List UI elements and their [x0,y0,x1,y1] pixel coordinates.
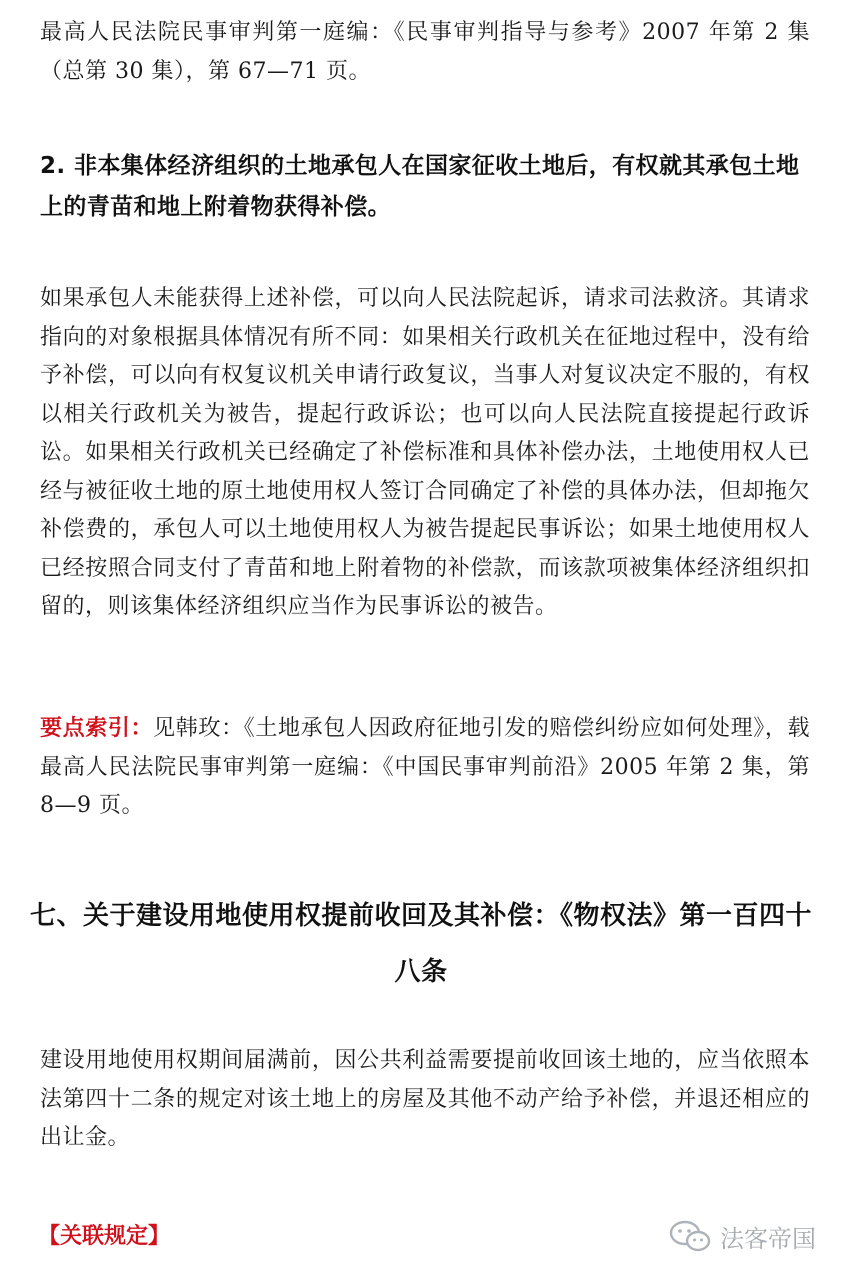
key-index-paragraph [40,710,810,826]
section-7-body: 建设用地使用权期间届满前，因公共利益需要提前收回该土地的，应当依照本法第四十二条的规定对该土地上的房屋及其他不动产给予补偿，并退还相应的出让金。 [40,1048,810,1150]
item-2-heading: 2. 非本集体经济组织的土地承包人在国家征收土地后，有权就其承包土地上的青苗和地上附着物获得补偿。 [40,153,800,220]
watermark [668,1216,816,1256]
intro-citation: 最高人民法院民事审判第一庭编：《民事审判指导与参考》2007 年第 2 集（总第 30 集），第 67—71 页。 [40,20,810,84]
key-index-text: 见韩玫：《土地承包人因政府征地引发的赔偿纠纷应如何处理》，载最高人民法院民事审判第一庭编：《中国民事审判前沿》2005 年第 2 集，第 8—9 页。 [40,716,810,818]
wechat-logo-icon [668,1219,712,1253]
item-2-body: 如果承包人未能获得上述补偿，可以向人民法院起诉，请求司法救济。其请求指向的对象根据具体情况有所不同：如果相关行政机关在征地过程中，没有给予补偿，可以向有权复议机关申请行政复议，当事人对复议决定不服的，有权以相关行政机关为被告，提起行政诉讼；也可以向人民法院直接提起行政诉讼。如果相关行政机关已经确定了补偿标准和具体补偿办法，土地使用权人已经与被征收土地的原土地使用权人签订合同确定了补偿的具体办法，但却拖欠补偿费的，承包人可以土地使用权人为被告提起民事诉讼；如果土地使用权人已经按照合同支付了青苗和地上附着物的补偿款，而该款项被集体经济组织扣留的，则该集体经济组织应当作为民事诉讼的被告。 [40,286,810,619]
key-index-label: 要点索引： [40,716,154,741]
related-provisions-label: 【关联规定】 [38,1224,171,1249]
watermark-text: 法客帝国 [720,1224,816,1253]
section-7-heading: 七、关于建设用地使用权提前收回及其补偿：《物权法》第一百四十八条 [30,901,813,987]
